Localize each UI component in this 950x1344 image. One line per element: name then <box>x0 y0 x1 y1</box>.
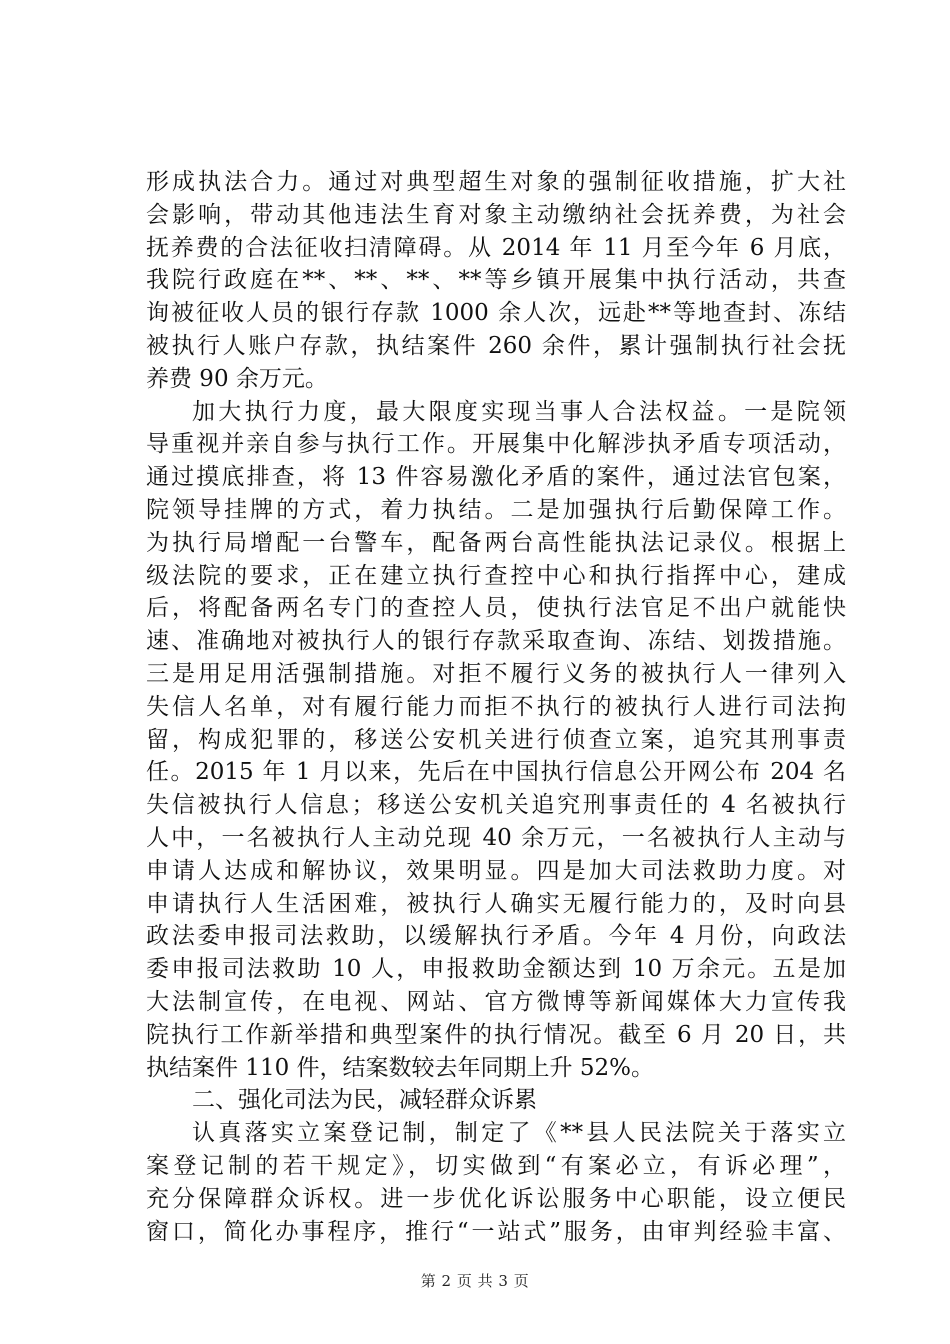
text-line: 失信被执行人信息；移送公安机关追究刑事责任的 4 名被执行 <box>146 792 846 819</box>
page-footer: 第 2 页 共 3 页 <box>420 1272 530 1290</box>
text-line: 被执行人账户存款，执结案件 260 余件，累计强制执行社会抚 <box>146 332 846 359</box>
text-line: 申请人达成和解协议，效果明显。四是加大司法救助力度。对 <box>146 857 846 884</box>
text-line: 级法院的要求，正在建立执行查控中心和执行指挥中心，建成 <box>146 562 846 589</box>
text-line: 失信人名单，对有履行能力而拒不执行的被执行人进行司法拘 <box>146 693 846 720</box>
text-line: 案登记制的若干规定》，切实做到“有案必立，有诉必理”， <box>146 1152 846 1179</box>
text-line: 养费 90 余万元。 <box>146 365 328 392</box>
text-line: 为执行局增配一台警车，配备两台高性能执法记录仪。根据上 <box>146 529 846 556</box>
text-line: 认真落实立案登记制，制定了《**县人民法院关于落实立 <box>192 1120 846 1147</box>
text-line: 申请执行人生活困难，被执行人确实无履行能力的，及时向县 <box>146 890 846 917</box>
text-line: 询被征收人员的银行存款 1000 余人次，远赴**等地查封、冻结 <box>146 300 846 327</box>
text-line: 政法委申报司法救助，以缓解执行矛盾。今年 4 月份，向政法 <box>146 923 846 950</box>
text-line: 执结案件 110 件，结案数较去年同期上升 52%。 <box>146 1054 654 1081</box>
text-line: 院领导挂牌的方式，着力执结。二是加强执行后勤保障工作。 <box>146 496 846 523</box>
text-line: 大法制宣传，在电视、网站、官方微博等新闻媒体大力宣传我 <box>146 988 846 1015</box>
text-line: 二、强化司法为民，减轻群众诉累 <box>192 1087 537 1114</box>
text-line: 委申报司法救助 10 人，申报救助金额达到 10 万余元。五是加 <box>146 956 846 983</box>
text-line: 导重视并亲自参与执行工作。开展集中化解涉执矛盾专项活动， <box>146 431 846 458</box>
text-line: 通过摸底排查，将 13 件容易激化矛盾的案件，通过法官包案， <box>146 464 846 491</box>
document-body <box>146 166 846 1248</box>
text-line: 加大执行力度，最大限度实现当事人合法权益。一是院领 <box>192 398 846 425</box>
text-line: 人中，一名被执行人主动兑现 40 余万元，一名被执行人主动与 <box>146 824 846 851</box>
text-line: 充分保障群众诉权。进一步优化诉讼服务中心职能，设立便民 <box>146 1185 846 1212</box>
text-line: 后，将配备两名专门的查控人员，使执行法官足不出户就能快 <box>146 595 846 622</box>
text-line: 窗口，简化办事程序，推行“一站式”服务，由审判经验丰富、 <box>146 1218 846 1245</box>
text-line: 我院行政庭在**、**、**、**等乡镇开展集中执行活动，共查 <box>146 267 846 294</box>
text-line: 院执行工作新举措和典型案件的执行情况。截至 6 月 20 日，共 <box>146 1021 846 1048</box>
text-line: 三是用足用活强制措施。对拒不履行义务的被执行人一律列入 <box>146 660 846 687</box>
text-line: 抚养费的合法征收扫清障碍。从 2014 年 11 月至今年 6 月底， <box>146 234 846 261</box>
text-line: 留，构成犯罪的，移送公安机关进行侦查立案，追究其刑事责 <box>146 726 846 753</box>
text-line: 速、准确地对被执行人的银行存款采取查询、冻结、划拨措施。 <box>146 628 846 655</box>
text-line: 会影响，带动其他违法生育对象主动缴纳社会抚养费，为社会 <box>146 201 846 228</box>
text-line: 任。2015 年 1 月以来，先后在中国执行信息公开网公布 204 名 <box>146 759 846 786</box>
text-line: 形成执法合力。通过对典型超生对象的强制征收措施，扩大社 <box>146 169 846 195</box>
